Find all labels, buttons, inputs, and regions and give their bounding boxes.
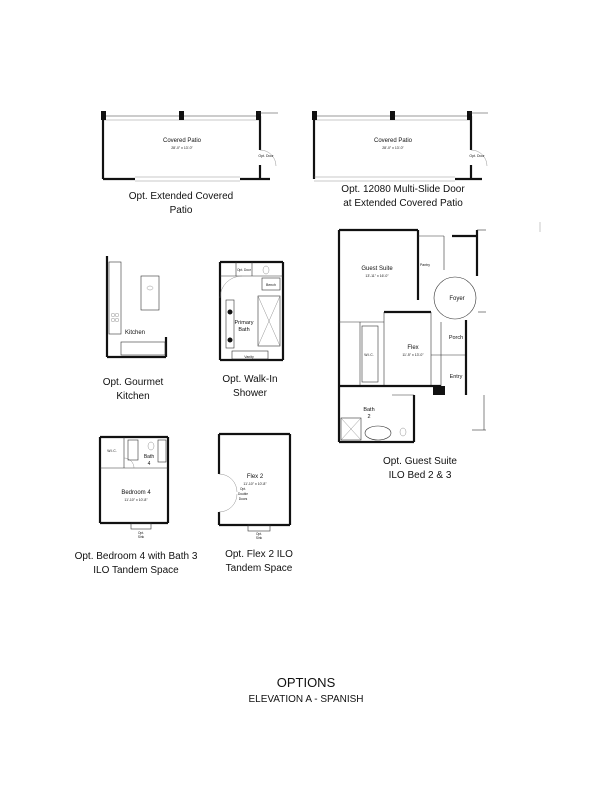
primary-bath-label-1: Primary: [234, 320, 254, 326]
caption-multi-slide-door: [318, 183, 488, 211]
caption-line: ILO Bed 2 & 3: [388, 470, 452, 481]
caption-line: Shower: [233, 388, 267, 399]
caption-line: Opt. Gourmet: [102, 377, 164, 388]
caption-line: at Extended Covered Patio: [343, 198, 463, 209]
caption-bedroom-4: [56, 550, 216, 578]
plan-bedroom-4: [100, 437, 168, 539]
caption-line: Patio: [169, 205, 193, 216]
plan-walk-in-shower: [220, 262, 283, 360]
primary-bath-label-2: Bath: [238, 327, 250, 333]
opt-sink-label-2: Sink: [137, 535, 145, 539]
page-subtitle: ELEVATION A - SPANISH: [248, 694, 364, 705]
covered-patio-label: Covered Patio: [162, 138, 202, 144]
caption-line: Tandem Space: [225, 563, 293, 574]
plan-gourmet-kitchen: [107, 256, 166, 357]
flex-dimensions: 11'-5" x 13'-0": [402, 353, 424, 357]
caption-line: Opt. Walk-In: [222, 374, 278, 385]
caption-gourmet-kitchen: [88, 376, 178, 404]
caption-line: Kitchen: [116, 391, 150, 402]
entry-label: Entry: [449, 374, 463, 380]
bedroom-4-label: Bedroom 4: [121, 490, 151, 496]
caption-line: ILO Tandem Space: [93, 565, 179, 576]
opt-door-label-3: Opt. Door: [237, 268, 251, 272]
caption-flex-2: [209, 548, 309, 576]
wic-label: W.I.C.: [364, 353, 374, 357]
caption-guest-suite: [355, 455, 485, 483]
guest-suite-dimensions: 13'-11" x 16'-0": [365, 274, 389, 278]
guest-suite-label: Guest Suite: [361, 266, 393, 272]
caption-line: Opt. Bedroom 4 with Bath 3: [74, 551, 198, 562]
opt-sink-flex-label-1: Opt.: [255, 532, 263, 536]
covered-patio-label-2: Covered Patio: [373, 138, 413, 144]
covered-patio-dimensions-2: 28'-0" x 13'-0": [382, 146, 404, 150]
caption-extended-covered-patio: [106, 190, 256, 218]
opt-double-doors-label-2: Double: [237, 492, 249, 496]
opt-sink-flex-label-2: Sink: [255, 536, 263, 540]
opt-double-doors-label-1: Opt.: [239, 487, 247, 491]
caption-line: Opt. Guest Suite: [383, 456, 457, 467]
plan-flex-2: [219, 434, 290, 540]
wic-4-label: W.I.C.: [107, 449, 117, 453]
flex-2-label: Flex 2: [246, 474, 264, 480]
opt-door-label-2: Opt. Door: [469, 154, 485, 158]
porch-label: Porch: [448, 335, 464, 341]
bedroom-4-dimensions: 11'-10" x 10'-8": [124, 498, 148, 502]
flex-label: Flex: [407, 345, 419, 351]
caption-line: Opt. Flex 2 ILO: [225, 549, 293, 560]
kitchen-label: Kitchen: [124, 330, 146, 336]
caption-line: Opt. 12080 Multi-Slide Door: [341, 184, 465, 195]
foyer-label: Foyer: [449, 296, 465, 302]
plan-guest-suite: [339, 222, 540, 442]
plan-multi-slide-door: [312, 111, 488, 181]
bath-2-label-2: 2: [367, 414, 371, 420]
plan-extended-covered-patio: [101, 111, 278, 181]
bath-2-label-1: Bath: [363, 407, 375, 413]
caption-walk-in-shower: [205, 373, 295, 401]
page-title: OPTIONS: [276, 675, 336, 690]
bench-label: Bench: [266, 283, 276, 287]
opt-door-label: Opt. Door: [258, 154, 274, 158]
opt-double-doors-label-3: Doors: [238, 497, 248, 501]
caption-line: Opt. Extended Covered: [128, 191, 234, 202]
covered-patio-dimensions: 28'-0" x 13'-0": [171, 146, 193, 150]
flex-2-dimensions: 11'-10" x 10'-8": [243, 482, 267, 486]
bath-4-label-1: Bath: [143, 454, 155, 460]
bath-4-label-2: 4: [147, 461, 151, 467]
pantry-label: Pantry: [419, 263, 431, 267]
opt-sink-label-1: Opt.: [137, 531, 145, 535]
vanity-label: Vanity: [244, 355, 254, 359]
